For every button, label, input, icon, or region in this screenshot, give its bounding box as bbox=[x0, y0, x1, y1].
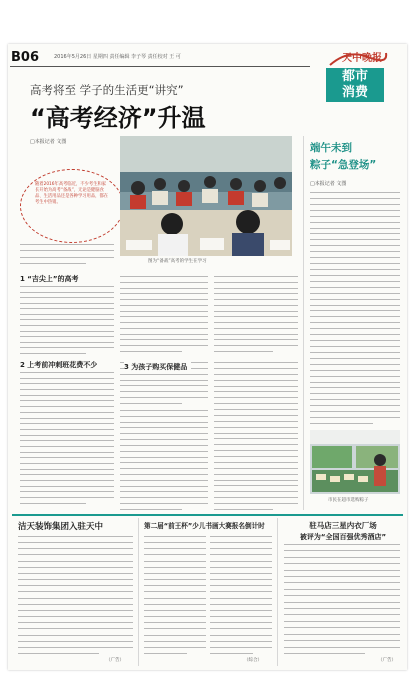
main-text-col1-a bbox=[20, 286, 114, 354]
right-story-headline bbox=[310, 140, 402, 172]
section-tag-line1: 都市 bbox=[341, 69, 368, 84]
subheading-1: 1 “吉尖上”的高考 bbox=[20, 275, 79, 283]
right-story-photo bbox=[310, 430, 400, 494]
newspaper-logo bbox=[328, 47, 388, 69]
main-text-col3-b bbox=[214, 362, 298, 510]
bottom-story-3-title-line2: 被评为“全国百强优秀酒店” bbox=[299, 533, 387, 541]
brand-name: 天中晚报 bbox=[342, 53, 382, 64]
main-text-col2-c bbox=[120, 410, 208, 510]
bottom-story-2-text-b bbox=[210, 536, 272, 654]
main-story-photo bbox=[120, 136, 292, 256]
main-photo-caption: 图为“备战”高考的学生在学习 bbox=[148, 259, 207, 264]
right-headline-line2: 粽子“急登场” bbox=[310, 159, 377, 171]
date-line: 2016年5月26日 星期四 责任编辑 李子琴 责任校对 王 可 bbox=[54, 54, 181, 60]
newspaper-page bbox=[8, 44, 407, 670]
bottom-story-2-footer: （综合） bbox=[244, 658, 262, 663]
main-story-headline: “高考经济”升温 bbox=[30, 104, 206, 132]
right-text-a bbox=[310, 192, 400, 424]
bottom-story-1-title: 洁天装饰集团入驻天中 bbox=[18, 522, 104, 532]
subheading-3: 3 为孩子购买保健品 bbox=[124, 362, 191, 372]
main-story-kicker: 高考将至 学子的生活更“讲究” bbox=[30, 83, 184, 97]
section-tag-line2: 消费 bbox=[341, 85, 368, 100]
main-text-col1-b bbox=[20, 372, 114, 504]
right-photo-caption: 市民在超市选购粽子 bbox=[328, 498, 369, 503]
bottom-story-2-title: 第二届“前王杯”少儿书画大赛报名倒计时 bbox=[144, 522, 265, 530]
bottom-story-3-text bbox=[284, 544, 400, 654]
main-story-byline: □本报记者 文图 bbox=[30, 139, 67, 145]
page-number: B06 bbox=[11, 50, 39, 65]
right-headline-line1: 端午未到 bbox=[310, 142, 352, 154]
bottom-story-3-footer: （广告） bbox=[378, 658, 396, 663]
section-tag bbox=[326, 68, 384, 102]
callout-oval bbox=[20, 169, 124, 243]
bottom-story-3-title bbox=[284, 520, 402, 542]
main-text-col2-a bbox=[120, 276, 208, 352]
bottom-story-3-title-line1: 驻马店三星内衣厂场 bbox=[309, 521, 377, 530]
subheading-2: 2 上考前冲刺班花费不少 bbox=[20, 361, 98, 369]
bottom-story-1-text bbox=[18, 536, 133, 654]
right-story-byline: □本报记者 文图 bbox=[310, 181, 347, 187]
bottom-story-2-text-a bbox=[144, 536, 206, 654]
bottom-story-1-footer: （广告） bbox=[106, 658, 124, 663]
main-text-col1-top bbox=[20, 244, 114, 264]
callout-text: 随着2016年高考临近，不少考生和家长开始为高考“备战”，无论是健脑食品、生活用品还是各种学习用品，都在考生中热销。 bbox=[35, 182, 109, 205]
main-text-col3-a bbox=[214, 276, 298, 352]
